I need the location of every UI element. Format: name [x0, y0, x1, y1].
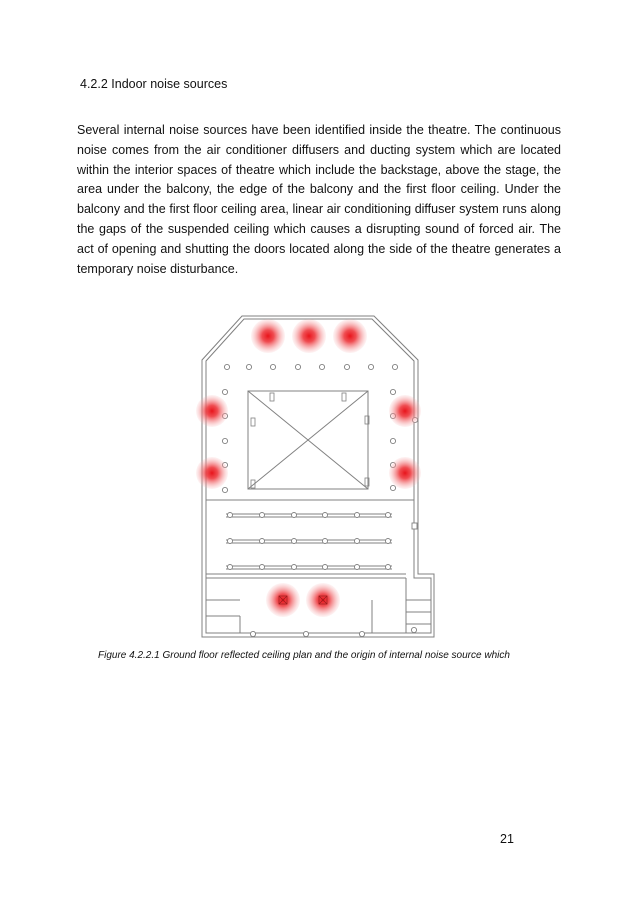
body-paragraph: Several internal noise sources have been identified inside the theatre. The continuous noise comes from the air conditioner diffusers and ducting system which are located within the interior spaces of theatre which include the backstage, above the stage, the area under the balcony, the edge of the balcony and the first floor ceiling. Under the balcony and the first floor ceiling area, linear air conditioning diffuser system runs along the gaps of the suspended ceiling which causes a disrupting sound of forced air. The act of opening and shutting the doors located along the side of the theatre generates a temporary noise disturbance.: [77, 123, 561, 276]
noise-source-marker: [389, 457, 421, 489]
figure-caption: Figure 4.2.2.1 Ground floor reflected ceiling plan and the origin of internal noise source which: [98, 650, 510, 661]
ceiling-fixture-marks: [251, 393, 369, 488]
noise-source-marker: [292, 319, 326, 353]
noise-source-hotspots: [196, 319, 421, 617]
noise-source-marker: [251, 319, 285, 353]
noise-source-marker: [389, 395, 421, 427]
linear-diffuser-runs: [226, 514, 392, 569]
ceiling-plan-figure: [196, 312, 440, 640]
section-heading: 4.2.2 Indoor noise sources: [80, 77, 228, 91]
noise-source-marker: [196, 457, 228, 489]
noise-source-marker: [196, 395, 228, 427]
linear-diffuser-nodes: [228, 513, 391, 570]
noise-source-marker: [333, 319, 367, 353]
page-number: 21: [500, 832, 514, 846]
stage-ceiling-void: [248, 391, 368, 489]
